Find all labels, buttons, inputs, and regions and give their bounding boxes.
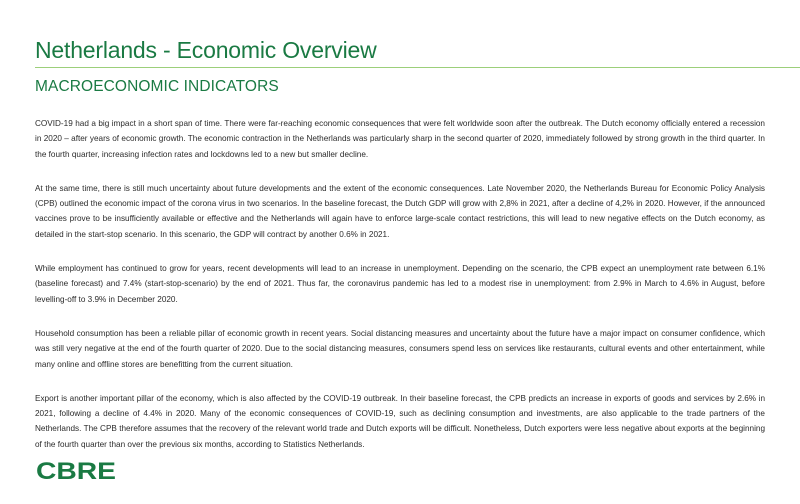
title-divider — [35, 67, 800, 68]
paragraph-gdp-scenarios: At the same time, there is still much uncertainty about future developments and the extent of the economic consequences. Late November 2020, the Netherlands Bureau for Economic Policy Analysis (CPB) outlined the economic impact of the corona virus in two scenarios. In the baseline forecast, the Dutch GDP will grow with 2,8% in 2021, after a decline of 4,2% in 2020. However, if the announced vaccines prove to be insufficiently available or effective and the Netherlands will again have to enforce large-scale contact restrictions, this will lead to new negative effects on the Dutch economy, as detailed in the start-stop scenario. In this scenario, the GDP will contract by another 0.6% in 2021. — [35, 183, 765, 239]
body-text — [35, 116, 765, 452]
logo-wordmark: CBRE — [36, 458, 116, 482]
paragraph-household-consumption: Household consumption has been a reliable pillar of economic growth in recent years. Social distancing measures and uncertainty about the future have a major impact on consumer confidence, which was still very negative at the end of the fourth quarter of 2020. Due to the social distancing measures, consumers spend less on services like restaurants, cultural events and other entertainment, while many online and offline stores are benefitting from the current situation. — [35, 328, 765, 369]
section-subtitle: MACROECONOMIC INDICATORS — [35, 78, 279, 95]
paragraph-exports: Export is another important pillar of the economy, which is also affected by the COVID-19 outbreak. In their baseline forecast, the CPB predicts an increase in exports of goods and services by 2.6% in 2021, following a decline of 4.4% in 2020. Many of the economic consequences of COVID-19, such as declining consumption and investments, are also applicable to the trade partners of the Netherlands. The CPB therefore assumes that the recovery of the relevant world trade and Dutch exports will be difficult. Nonetheless, Dutch exporters were less negative about exports at the beginning of the fourth quarter than over the previous six months, according to Statistics Netherlands. — [35, 393, 765, 449]
page-title: Netherlands - Economic Overview — [35, 37, 377, 63]
paragraph-covid-impact: COVID-19 had a big impact in a short span of time. There were far-reaching economic consequences that were felt worldwide soon after the outbreak. The Dutch economy officially entered a recession in 2020 – after years of economic growth. The economic contraction in the Netherlands was particularly sharp in the second quarter of 2020, immediately followed by strong growth in the third quarter. In the fourth quarter, increasing infection rates and lockdowns led to a new but smaller decline. — [35, 119, 765, 159]
paragraph-unemployment: While employment has continued to grow for years, recent developments will lead to an increase in unemployment. Depending on the scenario, the CPB expect an unemployment rate between 6.1% (baseline forecast) and 7.4% (start-stop-scenario) by the end of 2021. Thus far, the coronavirus pandemic has led to a modest rise in unemployment: from 2.9% in March to 4.6% in August, before levelling-off to 3.9% in December 2020. — [35, 264, 765, 304]
cbre-logo — [36, 458, 116, 482]
